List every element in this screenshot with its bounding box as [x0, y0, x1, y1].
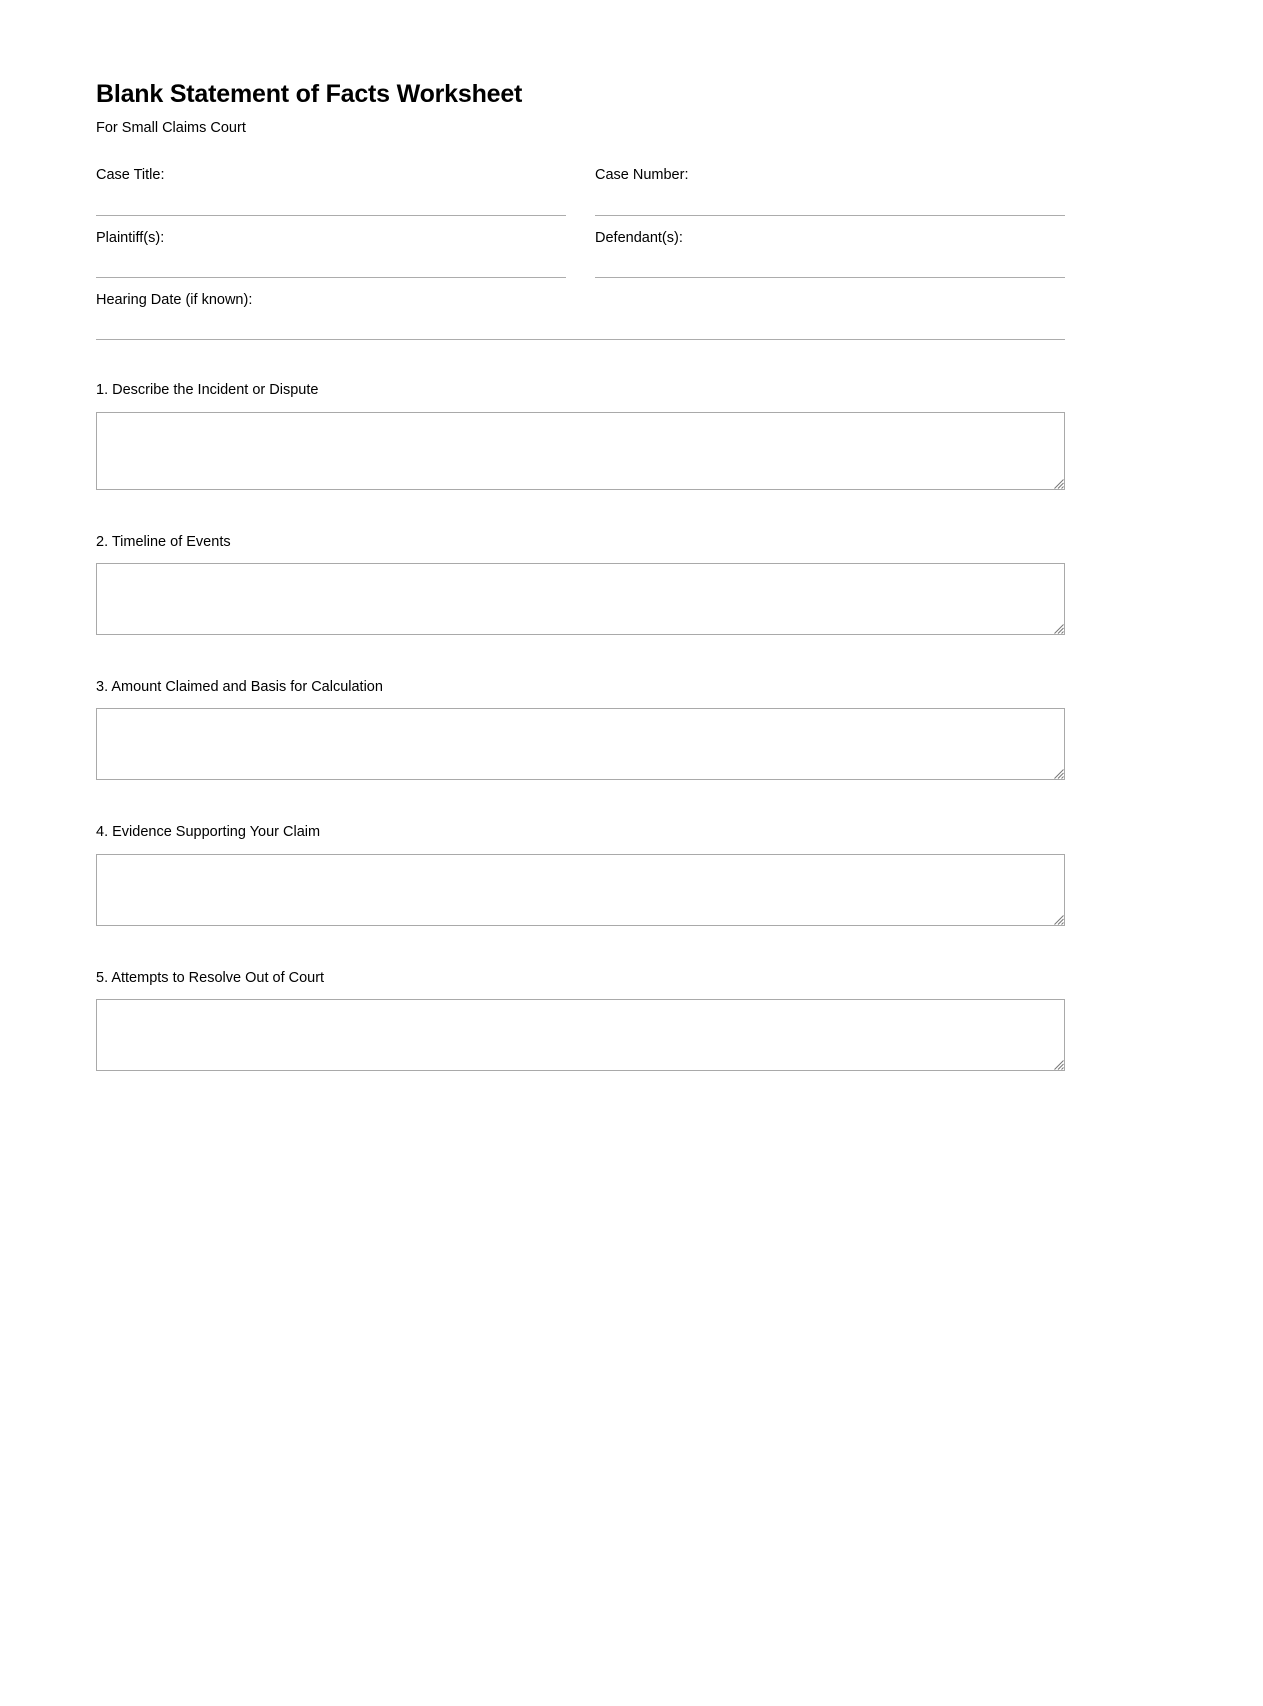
answer-textarea-3[interactable]	[96, 708, 1065, 780]
field-input-defendants[interactable]	[595, 277, 1065, 278]
section-heading-5: 5. Attempts to Resolve Out of Court	[96, 969, 325, 986]
field-row-hearing-date	[96, 292, 1065, 340]
field-input-case-title[interactable]	[96, 215, 566, 216]
field-input-case-number[interactable]	[595, 215, 1065, 216]
section-heading-1: 1. Describe the Incident or Dispute	[96, 382, 319, 399]
answer-textarea-5[interactable]	[96, 999, 1065, 1071]
field-row-parties	[96, 230, 1065, 278]
field-defendants	[595, 230, 1065, 278]
field-input-plaintiffs[interactable]	[96, 277, 566, 278]
section-heading-4: 4. Evidence Supporting Your Claim	[96, 824, 321, 841]
field-case-number	[595, 167, 1065, 215]
resize-grip-icon[interactable]	[1051, 621, 1064, 634]
field-plaintiffs	[96, 230, 566, 278]
answer-textarea-1[interactable]	[96, 412, 1065, 490]
field-hearing-date	[96, 292, 1065, 340]
column-gap	[566, 230, 595, 278]
section-evidence-supporting	[96, 824, 1065, 925]
field-case-title	[96, 167, 566, 215]
field-label-case-title: Case Title:	[96, 167, 165, 184]
column-gap	[566, 167, 595, 215]
answer-textarea-4[interactable]	[96, 854, 1065, 926]
section-timeline-of-events	[96, 534, 1065, 635]
field-label-case-number: Case Number:	[595, 167, 689, 184]
resize-grip-icon[interactable]	[1051, 766, 1064, 779]
section-heading-3: 3. Amount Claimed and Basis for Calculation	[96, 679, 383, 696]
worksheet-content	[96, 80, 1065, 1071]
resize-grip-icon[interactable]	[1051, 1057, 1064, 1070]
answer-textarea-2[interactable]	[96, 563, 1065, 635]
field-label-defendants: Defendant(s):	[595, 229, 683, 246]
resize-grip-icon[interactable]	[1051, 912, 1064, 925]
resize-grip-icon[interactable]	[1051, 476, 1064, 489]
page-subtitle: For Small Claims Court	[96, 119, 246, 136]
section-describe-incident	[96, 382, 1065, 489]
section-heading-2: 2. Timeline of Events	[96, 533, 231, 550]
field-row-case	[96, 167, 1065, 215]
section-attempts-to-resolve	[96, 970, 1065, 1071]
field-label-plaintiffs: Plaintiff(s):	[96, 229, 165, 246]
section-amount-claimed	[96, 679, 1065, 780]
field-label-hearing-date: Hearing Date (if known):	[96, 291, 253, 308]
field-input-hearing-date[interactable]	[96, 339, 1065, 340]
page-title: Blank Statement of Facts Worksheet	[96, 80, 523, 108]
